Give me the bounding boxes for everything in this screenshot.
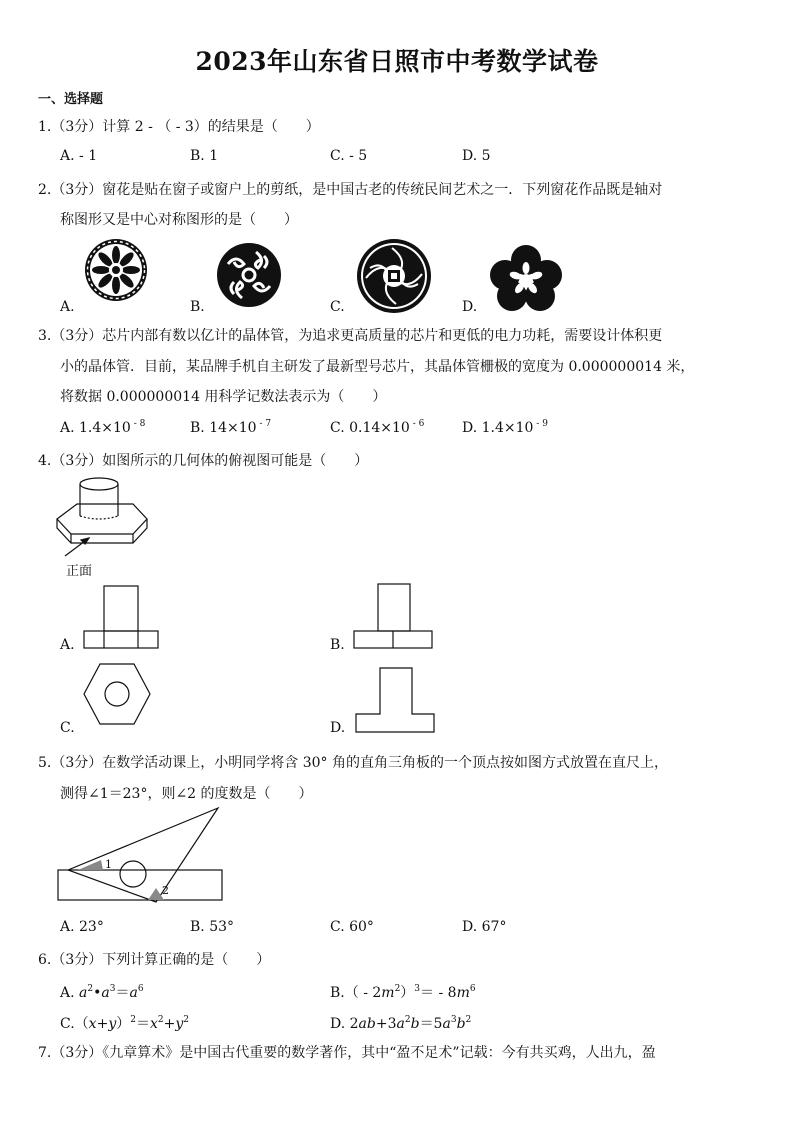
section-heading: 一、选择题 <box>38 92 104 107</box>
q4-option-c: C. <box>60 720 75 736</box>
view-option-a-figure <box>84 586 160 650</box>
question-6-text: 6.（3分）下列计算正确的是（ ） <box>38 952 271 968</box>
q2-option-d: D. <box>462 299 478 315</box>
angle-1-label: 1 <box>105 858 112 871</box>
q3-option-b: B. 14×10 $^{- 7}$ <box>190 419 272 436</box>
question-2-text-line2: 称图形又是中心对称图形的是（ ） <box>60 212 298 228</box>
q1-option-a: A. - 1 <box>60 148 98 164</box>
question-5-text-line2: 测得∠1＝23°，则∠2 的度数是（ ） <box>60 786 313 802</box>
q5-option-d: D. 67° <box>462 919 507 935</box>
q1-option-c: C. - 5 <box>330 148 368 164</box>
q1-option-b: B. 1 <box>190 148 219 164</box>
q3-option-a: A. 1.4×10 $^{- 8}$ <box>60 419 146 436</box>
q6-option-c: $C.(x+y)^2=x^2+y^2$ <box>60 1015 189 1032</box>
q6-option-b: $B.( - 2m^2)^3= - 8m^6$ <box>330 984 476 1001</box>
question-2-text: 2.（3分）窗花是贴在窗子或窗户上的剪纸，是中国古老的传统民间艺术之一．下列窗花作品既是轴对 <box>38 182 663 198</box>
front-view-label: 正面 <box>66 564 93 579</box>
paper-cut-b-image <box>216 242 282 308</box>
q4-option-a: A. <box>60 637 75 653</box>
q6-option-d: D. $2ab+3a^2b=5a^3b^2$ <box>330 1015 472 1032</box>
ruler-triangle-figure <box>56 808 226 904</box>
view-option-c-figure <box>82 662 152 726</box>
q4-option-d: D. <box>330 720 346 736</box>
paper-cut-d-image <box>490 244 562 312</box>
question-7-text: 7.（3分）《九章算术》是中国古代重要的数学著作，其中“盈不足术”记载：今有共买鸡，人出九，盈 <box>38 1045 656 1061</box>
paper-cut-a-image <box>84 238 148 302</box>
paper-cut-c-image <box>356 238 432 314</box>
q3-option-c: C. 0.14×10 $^{- 6}$ <box>330 419 425 436</box>
question-1-text: 1.（3分）计算 2 - （ - 3）的结果是（ ） <box>38 119 320 135</box>
q1-option-d: D. 5 <box>462 148 491 164</box>
angle-2-label: 2 <box>162 884 169 897</box>
page-title: 2023年山东省日照市中考数学试卷 <box>195 47 599 76</box>
question-5-text: 5.（3分）在数学活动课上，小明同学将含 30° 角的直角三角板的一个顶点按如图方式放置在直尺上， <box>38 755 668 771</box>
question-3-text-line2: 小的晶体管．目前，某品牌手机自主研发了最新型号芯片，其晶体管栅极的宽度为 0.000000014 米， <box>60 359 695 375</box>
q2-option-a: A. <box>60 299 75 315</box>
question-3-text: 3.（3分）芯片内部有数以亿计的晶体管，为追求更高质量的芯片和更低的电力功耗，需要设计体积更 <box>38 328 663 344</box>
question-3-text-line3: 将数据 0.000000014 用科学记数法表示为（ ） <box>60 389 387 405</box>
q5-option-a: A. 23° <box>60 919 104 935</box>
q6-option-a: A. $a^2•a^3=a^6$ <box>60 984 144 1001</box>
q5-option-b: B. 53° <box>190 919 235 935</box>
q3-option-d: D. 1.4×10 $^{- 9}$ <box>462 419 548 436</box>
view-option-b-figure <box>354 584 434 650</box>
q4-option-b: B. <box>330 637 345 653</box>
q2-option-c: C. <box>330 299 345 315</box>
q2-option-b: B. <box>190 299 205 315</box>
view-option-d-figure <box>356 668 436 734</box>
solid-figure-image <box>55 474 155 556</box>
question-4-text: 4.（3分）如图所示的几何体的俯视图可能是（ ） <box>38 453 369 469</box>
q5-option-c: C. 60° <box>330 919 374 935</box>
